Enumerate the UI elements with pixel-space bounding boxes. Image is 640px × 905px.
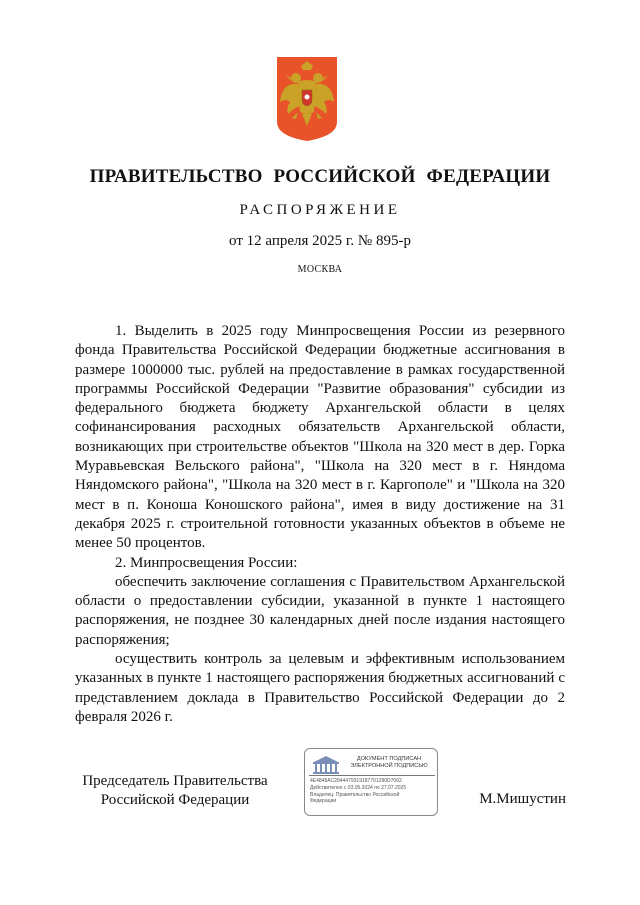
signatory-position [75, 772, 275, 810]
signatory-name: М.Мишустин [479, 791, 566, 807]
stamp-heading-line1: ДОКУМЕНТ ПОДПИСАН [356, 756, 422, 762]
electronic-signature-stamp [304, 748, 438, 816]
document-body [75, 322, 565, 727]
signatory-position-line1: Председатель Правительства [82, 773, 268, 789]
stamp-owner-line1: Владелец: Правительство Российской [310, 791, 400, 798]
document-date-number: от 12 апреля 2025 г. № 895-р [229, 233, 411, 249]
paragraph-2: 2. Минпросвещения России: [115, 554, 298, 571]
signatory-position-line2: Российской Федерации [100, 792, 250, 808]
stamp-heading [343, 756, 435, 770]
document-type: РАСПОРЯЖЕНИЕ [239, 202, 401, 218]
stamp-details [310, 778, 436, 805]
double-headed-eagle-icon [276, 56, 338, 142]
stamp-certificate: 4E4848AC2844479319187701280D7062 [310, 778, 402, 784]
stamp-heading-line2: ЭЛЕКТРОННОЙ ПОДПИСЬЮ [350, 763, 428, 769]
paragraph-1: 1. Выделить в 2025 году Минпросвещения России из резервного фонда Правительства Российской Федерации бюджетные ассигнования в размере 1000000 тыс. рублей на предоставление в рамках государственной программы Российской Федерации "Развитие образования" субсидии из федерального бюджета бюджету Архангельской области в целях софинансирования расходных обязательств Архангельской области, возникающих при строительстве объектов "Школа на 320 мест в дер. Горка Муравьевская Вельского района", "Школа на 320 мест в г. Няндома Няндомского района", "Школа на 320 мест в г. Каргополе" и "Школа на 320 мест в п. Коноша Коношского района", имея в виду достижение на 31 декабря 2025 г. строительной готовности указанных объектов в объеме не менее 50 процентов. [75, 323, 565, 552]
stamp-divider [309, 775, 435, 776]
document-city: МОСКВА [297, 264, 343, 275]
government-title: ПРАВИТЕЛЬСТВО РОССИЙСКОЙ ФЕДЕРАЦИИ [89, 166, 551, 187]
paragraph-3: обеспечить заключение соглашения с Правительством Архангельской области о предоставлении субсидии, указанной в пункте 1 настоящего распоряжения, не позднее 30 календарных дней после издания настоящего распоряжения; [75, 573, 565, 648]
government-building-icon [311, 755, 341, 775]
paragraph-4: осуществить контроль за целевым и эффективным использованием указанных в пункте 1 настоящего распоряжения бюджетных ассигнований с представлением доклада в Правительство Российской Федерации до 2 февраля 2026 г. [75, 651, 565, 725]
coat-of-arms-emblem [276, 56, 338, 142]
stamp-validity: Действителен с 03.05.2024 по 27.07.2025 [310, 784, 407, 791]
stamp-owner-line2: Федерации [310, 798, 337, 805]
